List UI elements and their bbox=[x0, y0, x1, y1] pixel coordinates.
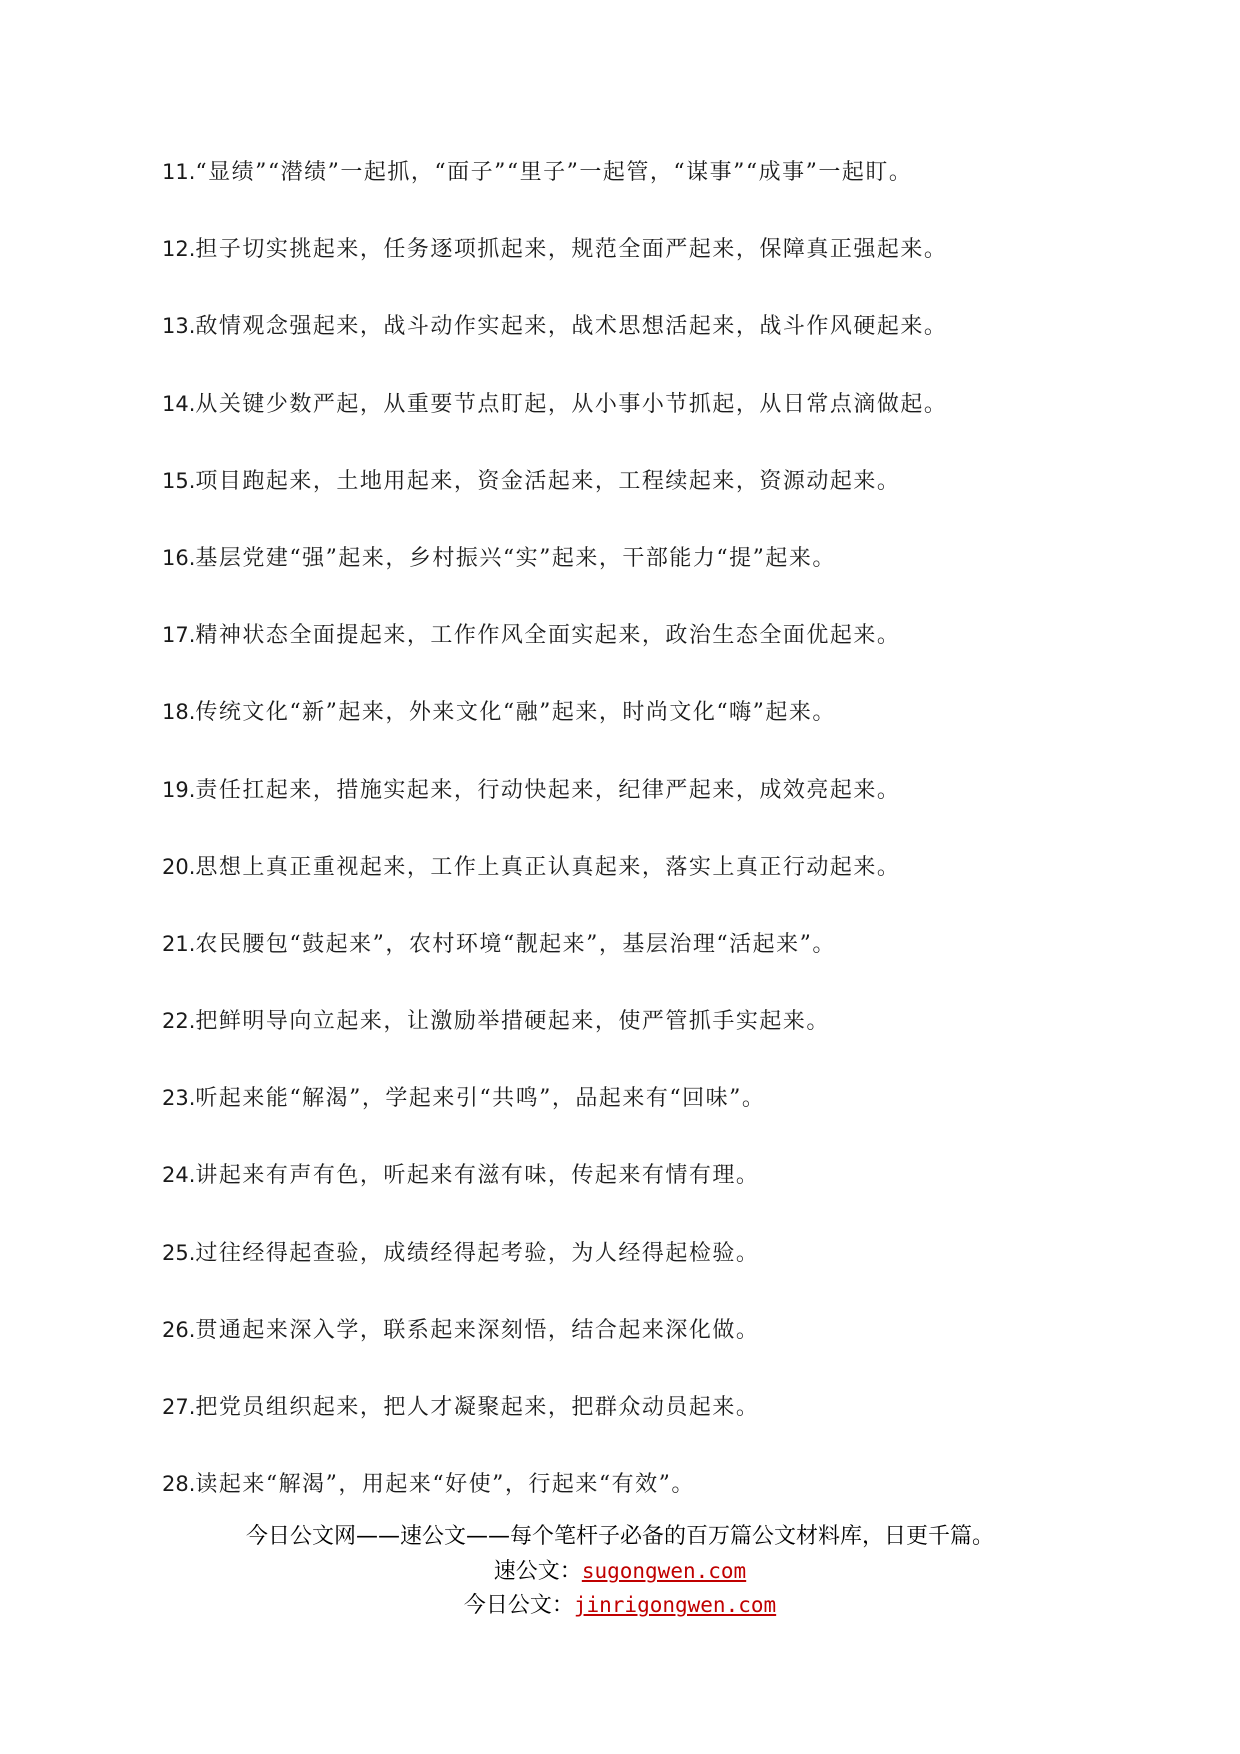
item-number: 15. bbox=[162, 468, 196, 493]
item-text: 传统文化“新”起来，外来文化“融”起来，时尚文化“嗨”起来。 bbox=[195, 700, 836, 726]
sugongwen-link[interactable]: sugongwen.com bbox=[581, 1559, 747, 1583]
item-text: 基层党建“强”起来，乡村振兴“实”起来，干部能力“提”起来。 bbox=[195, 545, 836, 571]
list-item bbox=[162, 1231, 1222, 1308]
phrase-list bbox=[162, 150, 1222, 1539]
item-text: “显绩”“潜绩”一起抓，“面子”“里子”一起管，“谋事”“成事”一起盯。 bbox=[195, 160, 913, 185]
item-number: 27. bbox=[162, 1395, 196, 1419]
list-item bbox=[162, 536, 1222, 613]
item-text: 把鲜明导向立起来，让激励举措硬起来，使严管抓手实起来。 bbox=[195, 1009, 830, 1035]
footer-jinrigongwen-line bbox=[0, 1588, 1240, 1622]
list-item bbox=[162, 1153, 1222, 1230]
jinrigongwen-link[interactable]: jinrigongwen.com bbox=[573, 1593, 777, 1617]
item-text: 责任扛起来，措施实起来，行动快起来，纪律严起来，成效亮起来。 bbox=[195, 777, 901, 803]
list-item bbox=[162, 304, 1222, 381]
item-number: 20. bbox=[162, 854, 196, 879]
item-text: 读起来“解渴”，用起来“好使”，行起来“有效”。 bbox=[195, 1472, 695, 1498]
item-number: 16. bbox=[162, 545, 196, 570]
item-number: 26. bbox=[162, 1317, 196, 1342]
item-text: 思想上真正重视起来，工作上真正认真起来，落实上真正行动起来。 bbox=[195, 854, 901, 880]
item-number: 28. bbox=[162, 1472, 196, 1497]
item-text: 精神状态全面提起来，工作作风全面实起来，政治生态全面优起来。 bbox=[195, 623, 901, 649]
footer-sugongwen-line bbox=[0, 1554, 1240, 1588]
item-number: 23. bbox=[162, 1086, 196, 1111]
item-text: 把党员组织起来，把人才凝聚起来，把群众动员起来。 bbox=[195, 1395, 760, 1420]
item-text: 农民腰包“鼓起来”，农村环境“靓起来”，基层治理“活起来”。 bbox=[195, 931, 836, 957]
item-text: 讲起来有声有色，听起来有滋有味，传起来有情有理。 bbox=[195, 1163, 760, 1189]
item-number: 11. bbox=[162, 160, 196, 184]
item-text: 过往经得起查验，成绩经得起考验，为人经得起检验。 bbox=[195, 1240, 760, 1266]
item-number: 21. bbox=[162, 931, 196, 956]
list-item bbox=[162, 1308, 1222, 1385]
footer-tagline: 今日公文网——速公文——每个笔杆子必备的百万篇公文材料库，日更千篇。 bbox=[245, 1524, 994, 1549]
list-item bbox=[162, 227, 1222, 304]
sugongwen-label: 速公文： bbox=[493, 1559, 582, 1584]
item-number: 24. bbox=[162, 1163, 196, 1188]
list-item bbox=[162, 382, 1222, 459]
item-number: 14. bbox=[162, 391, 196, 416]
list-item bbox=[162, 999, 1222, 1076]
item-number: 12. bbox=[162, 237, 196, 262]
list-item bbox=[162, 768, 1222, 845]
list-item bbox=[162, 150, 1222, 227]
list-item bbox=[162, 1385, 1222, 1462]
item-number: 19. bbox=[162, 777, 196, 802]
item-text: 敌情观念强起来，战斗动作实起来，战术思想活起来，战斗作风硬起来。 bbox=[195, 314, 948, 340]
list-item bbox=[162, 922, 1222, 999]
list-item bbox=[162, 690, 1222, 767]
footer bbox=[0, 1520, 1240, 1622]
item-text: 贯通起来深入学，联系起来深刻悟，结合起来深化做。 bbox=[195, 1317, 760, 1343]
item-text: 项目跑起来，土地用起来，资金活起来，工程续起来，资源动起来。 bbox=[195, 468, 901, 494]
list-item bbox=[162, 1076, 1222, 1153]
item-number: 17. bbox=[162, 623, 196, 648]
list-item bbox=[162, 845, 1222, 922]
item-number: 22. bbox=[162, 1009, 196, 1034]
item-text: 听起来能“解渴”，学起来引“共鸣”，品起来有“回味”。 bbox=[195, 1086, 766, 1112]
item-number: 18. bbox=[162, 700, 196, 725]
item-number: 25. bbox=[162, 1240, 196, 1265]
list-item bbox=[162, 613, 1222, 690]
item-text: 担子切实挑起来，任务逐项抓起来，规范全面严起来，保障真正强起来。 bbox=[195, 237, 948, 263]
jinrigongwen-label: 今日公文： bbox=[463, 1593, 574, 1618]
item-text: 从关键少数严起，从重要节点盯起，从小事小节抓起，从日常点滴做起。 bbox=[195, 391, 948, 417]
list-item bbox=[162, 459, 1222, 536]
item-number: 13. bbox=[162, 314, 196, 339]
